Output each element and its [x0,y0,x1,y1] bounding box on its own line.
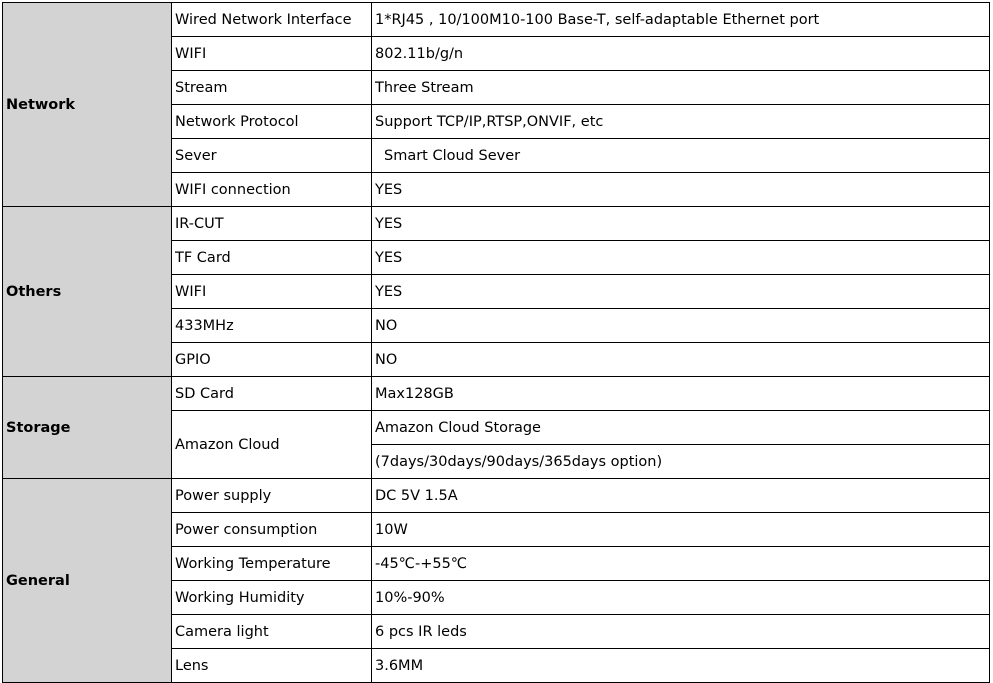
section-network: Network [3,3,172,207]
table-row [3,207,990,241]
spec-label: Network Protocol [172,105,372,139]
spec-label: Sever [172,139,372,173]
spec-value: 6 pcs IR leds [372,615,990,649]
spec-value: 802.11b/g/n [372,37,990,71]
spec-table [2,2,990,683]
spec-label: TF Card [172,241,372,275]
spec-value: Amazon Cloud Storage [372,411,990,445]
spec-value: YES [372,207,990,241]
section-others: Others [3,207,172,377]
spec-label: WIFI [172,37,372,71]
section-storage: Storage [3,377,172,479]
spec-value: Smart Cloud Sever [372,139,990,173]
spec-value: DC 5V 1.5A [372,479,990,513]
spec-label: WIFI connection [172,173,372,207]
section-general: General [3,479,172,683]
spec-label: Working Humidity [172,581,372,615]
spec-value: 1*RJ45 , 10/100M10-100 Base-T, self-adaptable Ethernet port [372,3,990,37]
spec-value: NO [372,343,990,377]
spec-value: 10%-90% [372,581,990,615]
spec-label: IR-CUT [172,207,372,241]
spec-label: 433MHz [172,309,372,343]
spec-label: GPIO [172,343,372,377]
table-row [3,479,990,513]
spec-value: 10W [372,513,990,547]
spec-value: Support TCP/IP,RTSP,ONVIF, etc [372,105,990,139]
spec-label: Power consumption [172,513,372,547]
spec-value: YES [372,275,990,309]
spec-value: NO [372,309,990,343]
spec-label: Amazon Cloud [172,411,372,479]
spec-label: Stream [172,71,372,105]
spec-value: Max128GB [372,377,990,411]
spec-value: 3.6MM [372,649,990,683]
spec-label: Lens [172,649,372,683]
spec-label: Working Temperature [172,547,372,581]
spec-label: SD Card [172,377,372,411]
spec-label: WIFI [172,275,372,309]
table-row [3,3,990,37]
spec-value: (7days/30days/90days/365days option) [372,445,990,479]
spec-value: -45℃-+55℃ [372,547,990,581]
spec-label: Camera light [172,615,372,649]
spec-value: Three Stream [372,71,990,105]
table-row [3,377,990,411]
spec-value: YES [372,241,990,275]
spec-label: Wired Network Interface [172,3,372,37]
spec-value: YES [372,173,990,207]
spec-label: Power supply [172,479,372,513]
